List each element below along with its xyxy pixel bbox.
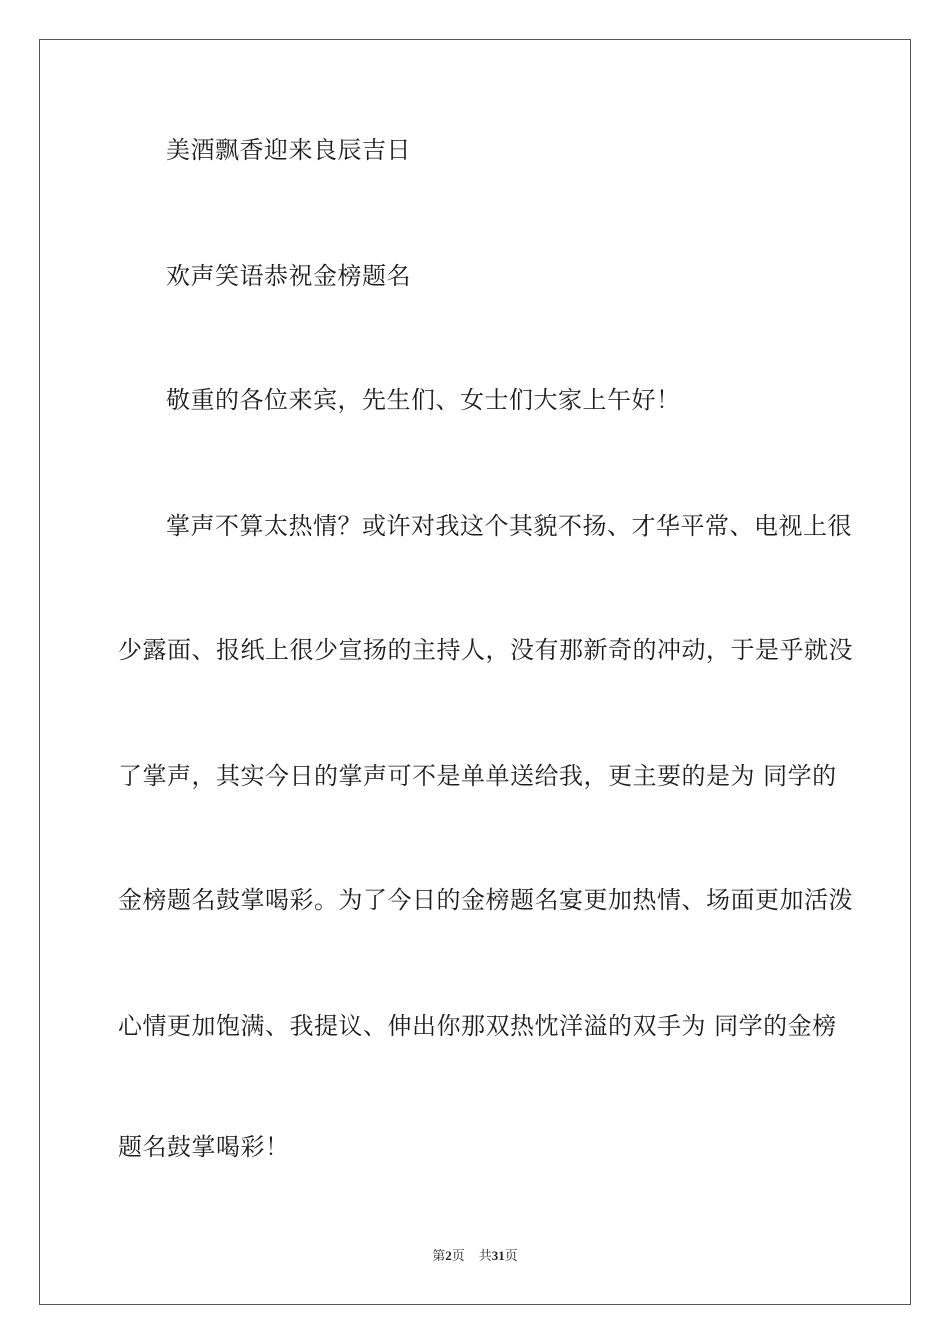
text-line-2: 欢声笑语恭祝金榜题名 — [166, 262, 411, 290]
paragraph-line-4: 金榜题名鼓掌喝彩。为了今日的金榜题名宴更加热情、场面更加活泼 — [118, 886, 853, 914]
footer-page-number: 2 — [445, 1248, 452, 1263]
page-footer — [0, 1247, 950, 1266]
footer-total-prefix: 共 — [478, 1248, 492, 1263]
footer-total-pages: 31 — [491, 1248, 505, 1263]
text-line-1: 美酒飘香迎来良辰吉日 — [166, 136, 411, 164]
paragraph-line-1: 掌声不算太热情？或许对我这个其貌不扬、才华平常、电视上很 — [166, 512, 852, 540]
paragraph-line-6: 题名鼓掌喝彩！ — [118, 1133, 290, 1161]
footer-page-suffix: 页 — [451, 1248, 465, 1263]
paragraph-line-2: 少露面、报纸上很少宣扬的主持人，没有那新奇的冲动，于是乎就没 — [118, 636, 853, 664]
page-border — [39, 39, 911, 1305]
footer-total-suffix: 页 — [504, 1248, 518, 1263]
paragraph-line-5: 心情更加饱满、我提议、伸出你那双热忱洋溢的双手为 同学的金榜 — [118, 1012, 837, 1040]
text-line-3: 敬重的各位来宾，先生们、女士们大家上午好！ — [166, 386, 681, 414]
paragraph-line-3: 了掌声，其实今日的掌声可不是单单送给我，更主要的是为 同学的 — [118, 762, 837, 790]
footer-page-prefix: 第 — [432, 1248, 446, 1263]
